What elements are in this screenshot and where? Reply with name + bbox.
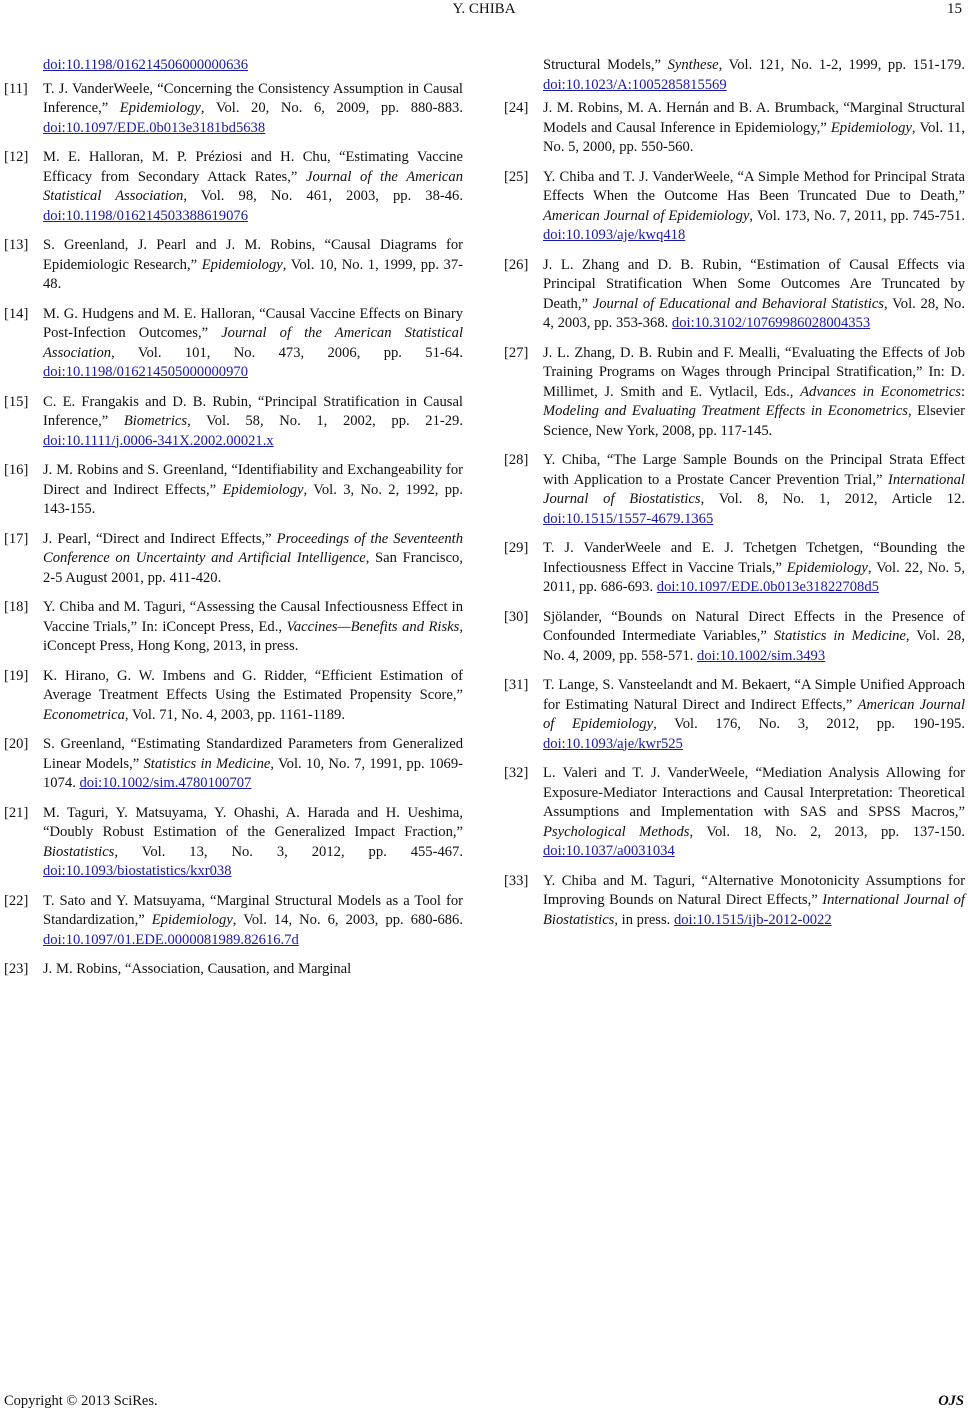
reference-text: C. E. Frangakis and D. B. Rubin, “Principal Stratification in Causal Inference,” xyxy=(43,393,463,429)
reference-body xyxy=(43,892,463,951)
reference-source-title: Biostatistics xyxy=(43,843,115,860)
reference-number: [29] xyxy=(504,540,529,556)
reference-item xyxy=(504,764,965,862)
reference-list-right xyxy=(504,99,965,930)
reference-text: , in press. xyxy=(614,911,674,928)
reference-text: , Vol. 28, No. 4, 2003, pp. 353-368. xyxy=(543,295,965,331)
reference-item xyxy=(504,344,965,442)
reference-source-title: International Journal of Biostatistics xyxy=(543,471,965,507)
reference-item xyxy=(4,960,463,980)
reference-body xyxy=(43,804,463,882)
reference-text: , Vol. 14, No. 6, 2003, pp. 680-686. xyxy=(232,912,463,928)
reference-source-title: Synthese xyxy=(667,57,719,73)
doi-link[interactable]: doi:10.1515/1557-4679.1365 xyxy=(543,510,714,527)
reference-source-title: Journal of the American Statistical Association xyxy=(43,325,463,361)
reference-source-title: Psychological Methods xyxy=(543,823,690,840)
reference-text: S. Greenland, “Estimating Standardized Parameters from Generalized Linear Models,” xyxy=(43,736,463,772)
doi-link[interactable]: doi:10.1198/016214505000000970 xyxy=(43,364,248,380)
reference-text: , Vol. 173, No. 7, 2011, pp. 745-751. xyxy=(749,207,965,224)
reference-text: , Vol. 10, No. 7, 1991, pp. 1069-1074. xyxy=(43,755,463,791)
reference-source-title: Econometrica xyxy=(43,706,125,723)
reference-text: J. M. Robins, M. A. Hernán and B. A. Brumback, “Marginal Structural Models and Causal Inference in Epidemiology,” xyxy=(543,100,965,136)
reference-text: Y. Chiba and M. Taguri, “Assessing the Causal Infectiousness Effect in Vaccine Trials,” In: iConcept Press, Ed., xyxy=(43,599,463,635)
reference-item xyxy=(4,892,463,951)
reference-text: , Vol. 58, No. 1, 2002, pp. 21-29. xyxy=(187,413,463,429)
reference-number: [28] xyxy=(504,452,529,468)
doi-link[interactable]: doi:10.1097/EDE.0b013e3181bd5638 xyxy=(43,119,266,136)
doi-link[interactable]: doi:10.1198/016214506000000636 xyxy=(43,57,248,73)
reference-body xyxy=(543,764,965,862)
reference-text: , Vol. 176, No. 3, 2012, pp. 190-195. xyxy=(653,716,965,732)
reference-body xyxy=(43,80,463,139)
reference-text: , Vol. 18, No. 2, 2013, pp. 137-150. xyxy=(689,823,965,840)
reference-item xyxy=(4,393,463,452)
reference-number: [33] xyxy=(504,872,529,889)
reference-body xyxy=(43,530,463,589)
reference-source-title: Advances in Econometrics xyxy=(800,383,961,400)
reference-text: T. J. VanderWeele, “Concerning the Consistency Assumption in Causal Inference,” xyxy=(43,80,463,116)
references-right-column xyxy=(504,56,965,940)
reference-source-title: Epidemiology xyxy=(119,100,201,116)
reference-number: [24] xyxy=(504,100,529,116)
doi-link[interactable]: doi:10.1093/aje/kwq418 xyxy=(543,227,686,243)
doi-link[interactable]: doi:10.1111/j.0006-341X.2002.00021.x xyxy=(43,432,274,449)
reference-item xyxy=(4,804,463,882)
doi-link[interactable]: doi:10.1023/A:1005285815569 xyxy=(543,76,727,93)
reference-item xyxy=(4,236,463,295)
reference-source-title: American Journal of Epidemiology xyxy=(543,696,965,732)
reference-text: J. M. Robins and S. Greenland, “Identifiability and Exchangeability for Direct and Indirect Effects,” xyxy=(43,462,463,498)
reference-source-title: Epidemiology xyxy=(830,119,912,136)
reference-body xyxy=(543,168,965,246)
reference-item xyxy=(4,461,463,520)
reference-number: [26] xyxy=(504,256,529,273)
reference-continuation-right xyxy=(504,56,965,95)
reference-text: J. L. Zhang and D. B. Rubin, “Estimation of Causal Effects via Principal Stratification When Some Outcomes Are Truncated by Death,” xyxy=(543,256,965,312)
reference-text: , iConcept Press, Hong Kong, 2013, in press. xyxy=(43,618,463,654)
reference-number: [21] xyxy=(4,804,29,821)
reference-body xyxy=(43,236,463,295)
doi-link[interactable]: doi:10.1093/aje/kwr525 xyxy=(543,735,683,752)
reference-text: , Vol. 20, No. 6, 2009, pp. 880-883. xyxy=(200,100,464,116)
reference-number: [31] xyxy=(504,677,529,693)
reference-text: K. Hirano, G. W. Imbens and G. Ridder, “Efficient Estimation of Average Treatment Effects Using the Estimated Propensity Score,” xyxy=(43,667,463,703)
reference-item xyxy=(4,735,463,794)
reference-text: , San Francisco, 2-5 August 2001, pp. 411-420. xyxy=(43,550,463,586)
reference-text: M. Taguri, Y. Matsuyama, Y. Ohashi, A. Harada and H. Ueshima, “Doubly Robust Estimation of the Generalized Impact Fraction,” xyxy=(43,804,463,840)
reference-item xyxy=(504,872,965,931)
reference-number: [13] xyxy=(4,237,29,253)
reference-number: [20] xyxy=(4,736,29,752)
reference-item xyxy=(504,451,965,529)
reference-source-title: Epidemiology xyxy=(222,481,304,498)
reference-text: , Vol. 22, No. 5, 2011, pp. 686-693. xyxy=(543,559,965,595)
journal-abbrev: OJS xyxy=(938,1393,964,1409)
doi-link[interactable]: doi:10.1002/sim.4780100707 xyxy=(79,775,252,791)
copyright-notice: Copyright © 2013 SciRes. xyxy=(4,1393,158,1409)
reference-text: Y. Chiba, “The Large Sample Bounds on the Principal Strata Effect with Application to a Prostate Cancer Prevention Trial,” xyxy=(543,452,965,488)
reference-body xyxy=(43,461,463,520)
reference-text: Structural Models,” xyxy=(543,57,668,73)
reference-source-title: Statistics in Medicine xyxy=(773,628,906,644)
reference-text: , Elsevier Science, New York, 2008, pp. 117-145. xyxy=(543,403,965,439)
reference-body xyxy=(43,735,463,794)
reference-item xyxy=(504,539,965,598)
reference-continuation-left xyxy=(4,56,463,76)
reference-body xyxy=(543,676,965,754)
doi-link[interactable]: doi:10.1097/01.EDE.0000081989.82616.7d xyxy=(43,931,299,948)
reference-text: , Vol. 98, No. 461, 2003, pp. 38-46. xyxy=(183,188,463,204)
reference-body xyxy=(543,99,965,158)
reference-list-left xyxy=(4,80,463,980)
reference-item xyxy=(504,99,965,158)
reference-number: [22] xyxy=(4,892,29,909)
doi-link[interactable]: doi:10.1002/sim.3493 xyxy=(697,647,826,664)
reference-text: T. Lange, S. Vansteelandt and M. Bekaert, “A Simple Unified Approach for Estimating Natural Direct and Indirect Effects,” xyxy=(543,677,965,713)
reference-body xyxy=(543,539,965,598)
doi-link[interactable]: doi:10.1097/EDE.0b013e31822708d5 xyxy=(656,579,879,595)
reference-text: Sjölander, “Bounds on Natural Direct Effects in the Presence of Confounded Intermediate Variables,” xyxy=(543,608,965,644)
reference-source-title: Proceedings of the Seventeenth Conference on Uncertainty and Artificial Intelligence xyxy=(43,530,463,566)
reference-number: [16] xyxy=(4,462,29,478)
reference-number: [11] xyxy=(4,80,28,97)
reference-source-title: International Journal of Biostatistics xyxy=(543,892,965,928)
reference-item xyxy=(504,676,965,754)
reference-text: , Vol. 3, No. 2, 1992, pp. 143-155. xyxy=(43,481,463,517)
reference-source-title: Biometrics xyxy=(123,413,188,429)
reference-text: M. G. Hudgens and M. E. Halloran, “Causal Vaccine Effects on Binary Post-Infection Outcomes,” xyxy=(43,305,463,341)
reference-source-title: Epidemiology xyxy=(201,256,283,273)
reference-number: [30] xyxy=(504,608,529,625)
reference-body xyxy=(543,608,965,667)
reference-text: , Vol. 8, No. 1, 2012, Article 12. xyxy=(700,491,965,507)
doi-link[interactable]: doi:10.1093/biostatistics/kxr038 xyxy=(43,863,232,879)
reference-text: S. Greenland, J. Pearl and J. M. Robins, “Causal Diagrams for Epidemiologic Research,” xyxy=(43,237,463,273)
reference-body xyxy=(543,256,965,334)
reference-number: [15] xyxy=(4,393,29,410)
doi-link[interactable]: doi:10.1198/016214503388619076 xyxy=(43,207,248,224)
reference-text: Y. Chiba and M. Taguri, “Alternative Monotonicity Assumptions for Improving Bounds on Natural Direct Effects,” xyxy=(543,872,965,908)
reference-body xyxy=(43,667,463,726)
reference-source-title: Journal of the American Statistical Association xyxy=(43,168,463,204)
reference-number: [27] xyxy=(504,344,529,361)
reference-source-title: Vaccines—Benefits and Risks xyxy=(286,618,460,635)
reference-body xyxy=(543,344,965,442)
reference-text: , Vol. 13, No. 3, 2012, pp. 455-467. xyxy=(114,843,463,860)
reference-text: T. J. VanderWeele and E. J. Tchetgen Tchetgen, “Bounding the Infectiousness Effect in Vaccine Trials,” xyxy=(543,540,965,576)
reference-text: L. Valeri and T. J. VanderWeele, “Mediation Analysis Allowing for Exposure-Mediator Interactions and Causal Interpretation: Theoretical Assumptions and Implementation with SAS and SPSS Macros,” xyxy=(543,765,965,820)
references-left-column xyxy=(4,56,463,990)
reference-number: [25] xyxy=(504,168,529,185)
reference-text: J. Pearl, “Direct and Indirect Effects,” xyxy=(43,530,277,547)
reference-item xyxy=(4,148,463,226)
reference-number: [12] xyxy=(4,149,29,165)
running-header xyxy=(0,1,968,23)
reference-number: [17] xyxy=(4,530,29,547)
doi-link[interactable]: doi:10.1037/a0031034 xyxy=(543,843,675,859)
reference-text: , Vol. 121, No. 1-2, 1999, pp. 151-179. xyxy=(718,57,965,73)
reference-body xyxy=(43,393,463,452)
reference-item xyxy=(504,608,965,667)
reference-item xyxy=(504,168,965,246)
reference-number: [18] xyxy=(4,599,29,615)
reference-source-title: Modeling and Evaluating Treatment Effects in Econometrics xyxy=(543,403,908,419)
reference-body xyxy=(543,451,965,529)
reference-source-title: Epidemiology xyxy=(151,912,233,928)
reference-item xyxy=(4,598,463,657)
reference-text: T. Sato and Y. Matsuyama, “Marginal Structural Models as a Tool for Standardization,” xyxy=(43,892,463,928)
reference-number: [23] xyxy=(4,961,29,977)
reference-source-title: American Journal of Epidemiology xyxy=(543,207,750,224)
reference-text: , Vol. 28, No. 4, 2009, pp. 558-571. xyxy=(543,628,965,664)
reference-text: , Vol. 101, No. 473, 2006, pp. 51-64. xyxy=(111,344,463,361)
reference-source-title: Journal of Educational and Behavioral Statistics xyxy=(592,295,884,312)
reference-item xyxy=(4,530,463,589)
reference-item xyxy=(4,667,463,726)
reference-source-title: Statistics in Medicine xyxy=(143,755,271,772)
reference-item xyxy=(4,305,463,383)
reference-body xyxy=(43,598,463,657)
page-number: 15 xyxy=(947,1,962,17)
reference-text: Y. Chiba and T. J. VanderWeele, “A Simple Method for Principal Strata Effects When the Outcome Has Been Truncated Due to Death,” xyxy=(543,168,965,204)
reference-text: , Vol. 71, No. 4, 2003, pp. 1161-1189. xyxy=(124,706,346,723)
reference-body xyxy=(43,960,463,980)
reference-body xyxy=(43,148,463,226)
doi-link[interactable]: doi:10.1515/ijb-2012-0022 xyxy=(673,911,832,928)
running-header-author: Y. CHIBA xyxy=(452,1,516,17)
reference-number: [32] xyxy=(504,765,529,781)
reference-number: [14] xyxy=(4,305,29,322)
reference-source-title: Epidemiology xyxy=(786,559,868,576)
reference-item xyxy=(504,256,965,334)
reference-text: , Vol. 11, No. 5, 2000, pp. 550-560. xyxy=(543,119,965,155)
reference-body xyxy=(543,872,965,931)
reference-item xyxy=(4,80,463,139)
reference-number: [19] xyxy=(4,667,29,684)
reference-body xyxy=(43,305,463,383)
doi-link[interactable]: doi:10.3102/10769986028004353 xyxy=(671,315,871,331)
reference-text: , Vol. 10, No. 1, 1999, pp. 37-48. xyxy=(43,256,463,292)
reference-text: J. L. Zhang, D. B. Rubin and F. Mealli, “Evaluating the Effects of Job Training Programs on Wages through Principal Stratification,” In: D. Millimet, J. Smith and E. Vytlacil, Eds., xyxy=(543,344,965,400)
reference-text: J. M. Robins, “Association, Causation, and Marginal xyxy=(43,961,352,977)
reference-text: M. E. Halloran, M. P. Préziosi and H. Chu, “Estimating Vaccine Efficacy from Secondary Attack Rates,” xyxy=(43,149,463,185)
reference-text: : xyxy=(960,383,965,400)
